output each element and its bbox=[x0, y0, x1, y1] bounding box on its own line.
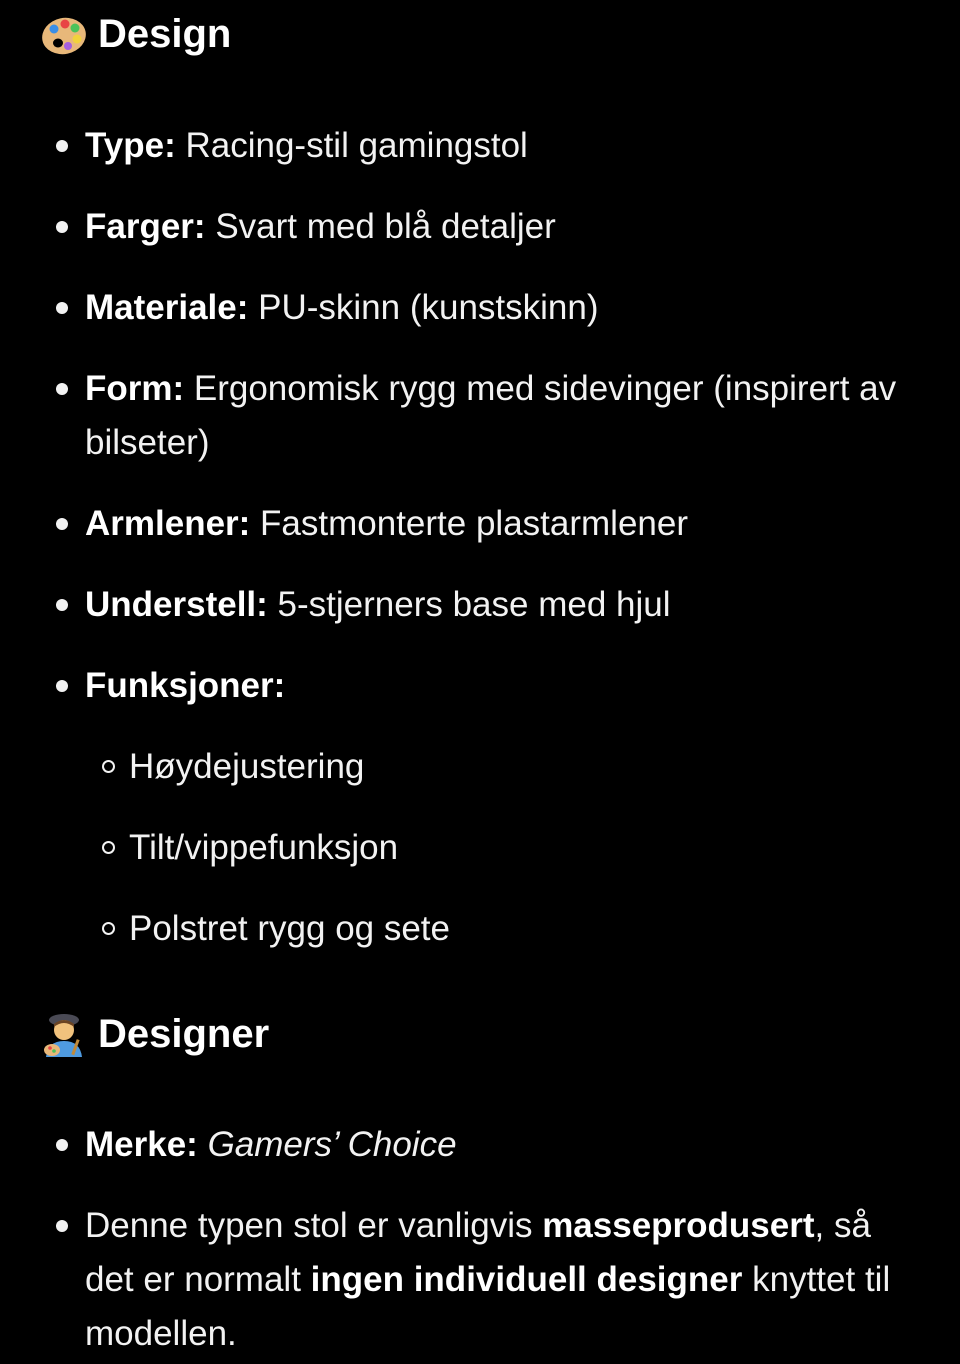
feature-text: Polstret rygg og sete bbox=[129, 909, 450, 948]
feature-text: Tilt/vippefunksjon bbox=[129, 828, 399, 867]
bullet-icon bbox=[56, 140, 68, 152]
bullet-icon bbox=[56, 1139, 68, 1151]
bullet-icon bbox=[56, 221, 68, 233]
brand-value: Gamers’ Choice bbox=[207, 1125, 457, 1164]
bullet-icon bbox=[56, 680, 68, 692]
note-text: knyttet til modellen. bbox=[85, 1260, 891, 1353]
item-label: Type: bbox=[85, 126, 176, 165]
item-value: Ergonomisk rygg med sidevinger (inspirert av bilseter) bbox=[85, 369, 897, 462]
bullet-icon bbox=[56, 518, 68, 530]
brand-label: Merke: bbox=[85, 1125, 198, 1164]
item-label: Armlener: bbox=[85, 504, 251, 543]
item-label: Materiale: bbox=[85, 288, 249, 327]
circle-bullet-icon bbox=[102, 841, 115, 854]
list-item bbox=[56, 497, 926, 551]
circle-bullet-icon bbox=[102, 922, 115, 935]
list-item bbox=[56, 1199, 926, 1361]
item-value: PU-skinn (kunstskinn) bbox=[248, 288, 599, 327]
list-item bbox=[56, 659, 926, 713]
bullet-icon bbox=[56, 302, 68, 314]
item-label: Funksjoner: bbox=[85, 666, 286, 705]
list-item bbox=[56, 281, 926, 335]
list-item bbox=[56, 578, 926, 632]
list-item bbox=[56, 362, 926, 470]
bullet-icon bbox=[56, 383, 68, 395]
item-label: Understell: bbox=[85, 585, 268, 624]
note-text: , så det er normalt bbox=[85, 1206, 871, 1299]
sub-list-item bbox=[102, 821, 902, 875]
sub-list-item bbox=[102, 740, 902, 794]
list-item bbox=[56, 119, 926, 173]
item-label: Form: bbox=[85, 369, 185, 408]
item-value: Racing-stil gamingstol bbox=[175, 126, 528, 165]
designer-title: Designer bbox=[98, 1012, 270, 1056]
item-value: Fastmonterte plastarmlener bbox=[250, 504, 688, 543]
note-text: Denne typen stol er vanligvis bbox=[85, 1206, 543, 1245]
design-title: Design bbox=[98, 12, 232, 56]
list-item bbox=[56, 1118, 926, 1172]
list-item bbox=[56, 200, 926, 254]
sub-list-item bbox=[102, 902, 902, 956]
bullet-icon bbox=[56, 599, 68, 611]
item-value: 5-stjerners base med hjul bbox=[267, 585, 671, 624]
note-bold: ingen individuell designer bbox=[310, 1260, 743, 1299]
bullet-icon bbox=[56, 1220, 68, 1232]
item-label: Farger: bbox=[85, 207, 206, 246]
feature-text: Høydejustering bbox=[129, 747, 365, 786]
note-bold: masseprodusert bbox=[542, 1206, 815, 1245]
designer-heading bbox=[40, 1012, 269, 1057]
artist-person-icon bbox=[40, 1013, 88, 1057]
circle-bullet-icon bbox=[102, 760, 115, 773]
item-value: Svart med blå detaljer bbox=[205, 207, 556, 246]
design-heading bbox=[40, 12, 231, 57]
artist-palette-icon bbox=[40, 13, 88, 57]
